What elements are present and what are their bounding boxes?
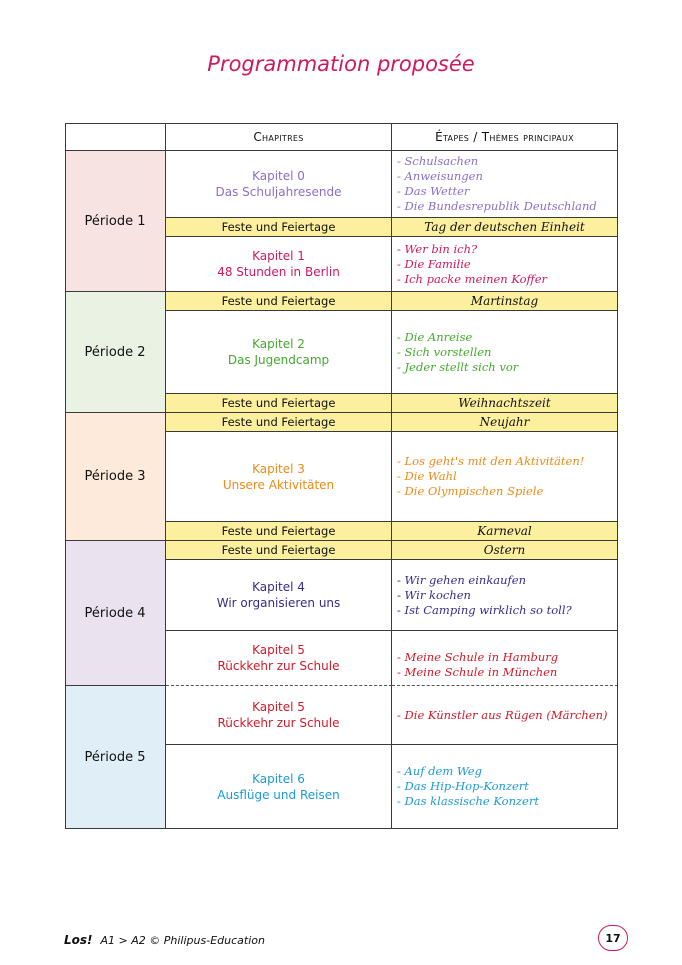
chapter-0-cell <box>166 151 392 218</box>
chapter-3-subtitle: Unsere Aktivitäten <box>222 477 335 492</box>
header-empty-cell <box>65 123 166 151</box>
chapter-3-themes <box>392 432 618 522</box>
chapter-5b-subtitle: Rückkehr zur Schule <box>217 716 340 730</box>
period-2-cell: Période 2 <box>65 292 166 413</box>
theme-item: - Die Bundesrepublik Deutschland <box>397 199 597 213</box>
chapter-0-subtitle: Das Schuljahresende <box>215 185 342 199</box>
chapter-2-subtitle: Das Jugendcamp <box>227 353 330 367</box>
chapter-2-name: Kapitel 2 <box>252 337 305 351</box>
chapter-6-themes <box>392 745 618 829</box>
theme-item: - Die Wahl <box>397 469 457 483</box>
chapter-5a-name: Kapitel 5 <box>252 643 305 657</box>
chapter-5a-themes <box>392 631 618 686</box>
feste-label-cell: Feste und Feiertage <box>166 292 392 311</box>
theme-item: - Die Künstler aus Rügen (Märchen) <box>397 707 608 722</box>
theme-item: - Wir gehen einkaufen <box>397 572 527 587</box>
feste-label-cell: Feste und Feiertage <box>166 394 392 413</box>
chapter-4-cell <box>166 560 392 631</box>
theme-item: - Wir kochen <box>397 587 471 602</box>
chapter-1-subtitle: 48 Stunden in Berlin <box>217 265 340 279</box>
chapter-3-name: Kapitel 3 <box>252 461 305 476</box>
theme-item: - Meine Schule in München <box>397 665 558 679</box>
theme-item: - Das Hip-Hop-Konzert <box>397 779 529 793</box>
chapter-6-cell <box>166 745 392 829</box>
theme-item: - Die Familie <box>397 256 471 271</box>
theme-item: - Sich vorstellen <box>397 344 492 359</box>
chapter-1-themes <box>392 237 618 292</box>
theme-item: - Meine Schule in Hamburg <box>397 650 559 664</box>
period-3-cell: Période 3 <box>65 413 166 541</box>
programme-table <box>65 123 618 829</box>
theme-item: - Die Olympischen Spiele <box>397 484 544 498</box>
period-1-cell: Période 1 <box>65 151 166 292</box>
chapter-5b-themes <box>392 686 618 745</box>
chapter-0-name: Kapitel 0 <box>252 169 305 183</box>
chapter-2-themes <box>392 311 618 394</box>
theme-item: - Jeder stellt sich vor <box>397 359 519 374</box>
feiertag-cell: Weihnachtszeit <box>392 394 618 413</box>
header-chapitres: Chapitres <box>166 123 392 151</box>
period-5-cell: Période 5 <box>65 686 166 829</box>
chapter-1-cell <box>166 237 392 292</box>
theme-item: - Ist Camping wirklich so toll? <box>397 602 572 617</box>
page-title: Programmation proposée <box>207 52 475 76</box>
theme-item: - Auf dem Weg <box>397 764 482 778</box>
brand-logo: Los! <box>64 933 93 947</box>
theme-item: - Los geht's mit den Aktivitäten! <box>397 454 585 468</box>
header-etapes: Étapes / Thèmes principaux <box>392 123 618 151</box>
footer <box>64 933 265 947</box>
footer-text: A1 > A2 © Philipus-Education <box>100 934 265 947</box>
theme-item: - Schulsachen <box>397 154 479 168</box>
chapter-5a-subtitle: Rückkehr zur Schule <box>217 659 340 673</box>
chapter-1-name: Kapitel 1 <box>252 249 305 263</box>
chapter-5b-name: Kapitel 5 <box>252 700 305 714</box>
period-4-cell: Période 4 <box>65 541 166 686</box>
chapter-3-cell <box>166 432 392 522</box>
chapter-4-subtitle: Wir organisieren uns <box>216 596 341 610</box>
theme-item: - Ich packe meinen Koffer <box>397 271 547 286</box>
feste-label-cell: Feste und Feiertage <box>166 218 392 237</box>
theme-item: - Die Anreise <box>397 329 473 344</box>
feste-label-cell: Feste und Feiertage <box>166 522 392 541</box>
feiertag-cell: Martinstag <box>392 292 618 311</box>
feste-label-cell: Feste und Feiertage <box>166 413 392 432</box>
feiertag-cell: Tag der deutschen Einheit <box>392 218 618 237</box>
chapter-4-name: Kapitel 4 <box>252 580 305 594</box>
theme-item: - Anweisungen <box>397 169 483 183</box>
chapter-6-name: Kapitel 6 <box>252 771 305 786</box>
feiertag-cell: Neujahr <box>392 413 618 432</box>
chapter-5b-cell <box>166 686 392 745</box>
chapter-2-cell <box>166 311 392 394</box>
theme-item: - Das klassische Konzert <box>397 794 539 808</box>
theme-item: - Das Wetter <box>397 184 470 198</box>
feiertag-cell: Karneval <box>392 522 618 541</box>
chapter-4-themes <box>392 560 618 631</box>
feiertag-cell: Ostern <box>392 541 618 560</box>
chapter-5a-cell <box>166 631 392 686</box>
page-number: 17 <box>598 925 628 951</box>
chapter-6-subtitle: Ausflüge und Reisen <box>217 787 340 802</box>
feste-label-cell: Feste und Feiertage <box>166 541 392 560</box>
theme-item: - Wer bin ich? <box>397 241 478 256</box>
chapter-0-themes <box>392 151 618 218</box>
